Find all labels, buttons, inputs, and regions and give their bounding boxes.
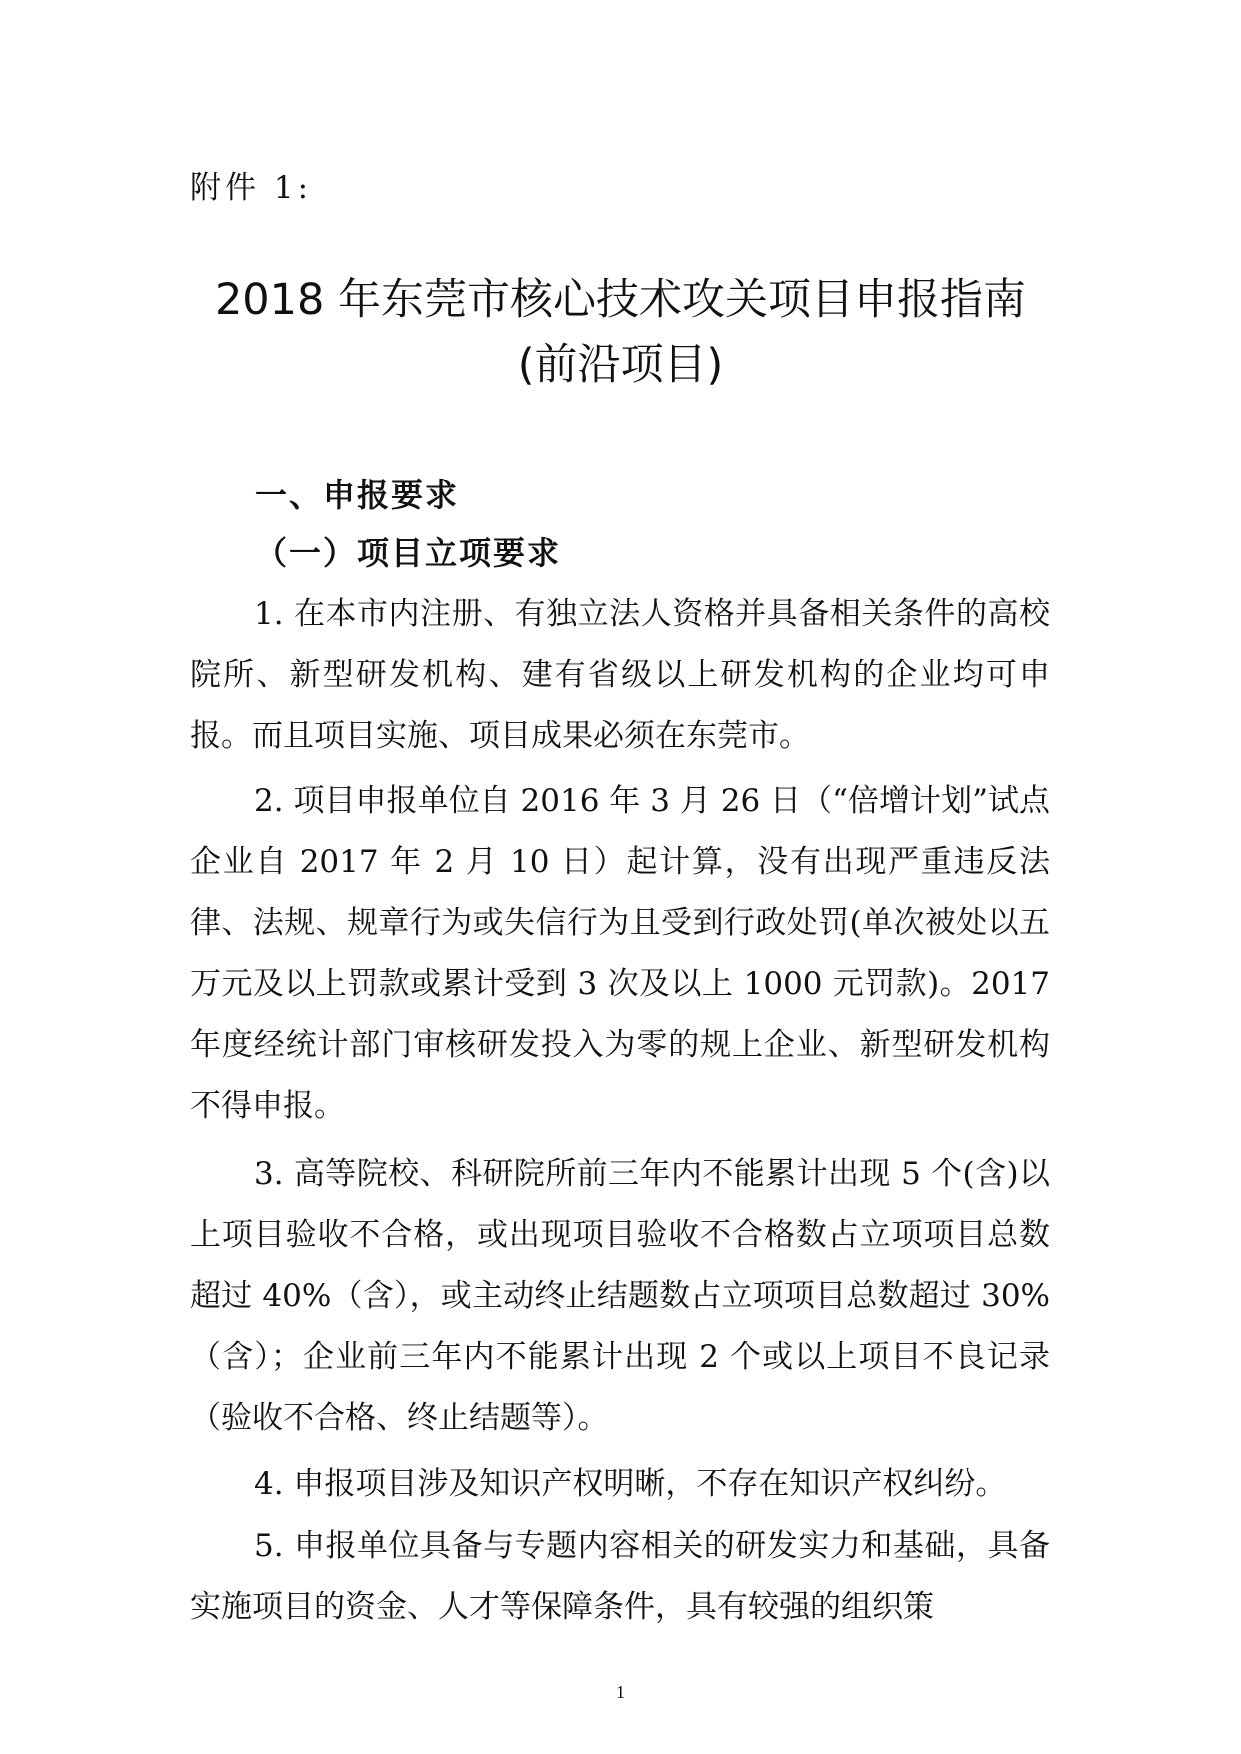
requirement-3 bbox=[190, 1144, 1050, 1451]
paragraph: 3. 高等院校、科研院所前三年内不能累计出现 5 个(含)以上项目验收不合格，或出现项目验收不合格数占立项项目总数超过 40%（含），或主动终止结题数占立项项目总数超过 30%（含）；企业前三年内不能累计出现 2 个或以上项目不良记录（验收不合格、终止结题等）。 bbox=[190, 1156, 1050, 1436]
requirement-2 bbox=[190, 771, 1050, 1139]
document-subtitle: (前沿项目) bbox=[517, 340, 724, 390]
subsection-heading: （一）项目立项要求 bbox=[255, 534, 562, 572]
requirement-5 bbox=[190, 1516, 1050, 1640]
requirement-4 bbox=[190, 1454, 1050, 1517]
requirement-1 bbox=[190, 584, 1050, 769]
paragraph: 2. 项目申报单位自 2016 年 3 月 26 日（“倍增计划”试点企业自 2017 年 2 月 10 日）起计算，没有出现严重违反法律、法规、规章行为或失信行为且受到行政处罚(单次被处以五万元及以上罚款或累计受到 3 次及以上 1000 元罚款)。2017 年度经统计部门审核研发投入为零的规上企业、新型研发机构不得申报。 bbox=[190, 783, 1050, 1124]
document-title: 2018 年东莞市核心技术攻关项目申报指南 bbox=[214, 275, 1027, 325]
paragraph: 1. 在本市内注册、有独立法人资格并具备相关条件的高校院所、新型研发机构、建有省级以上研发机构的企业均可申报。而且项目实施、项目成果必须在东莞市。 bbox=[190, 596, 1050, 754]
paragraph: 5. 申报单位具备与专题内容相关的研发实力和基础，具备实施项目的资金、人才等保障条件，具有较强的组织策 bbox=[190, 1528, 1050, 1625]
paragraph: 4. 申报项目涉及知识产权明晰，不存在知识产权纠纷。 bbox=[254, 1466, 1007, 1502]
section-heading: 一、申报要求 bbox=[255, 476, 460, 514]
page-number: 1 bbox=[616, 1682, 625, 1702]
attachment-label: 附件 1: bbox=[190, 170, 313, 206]
